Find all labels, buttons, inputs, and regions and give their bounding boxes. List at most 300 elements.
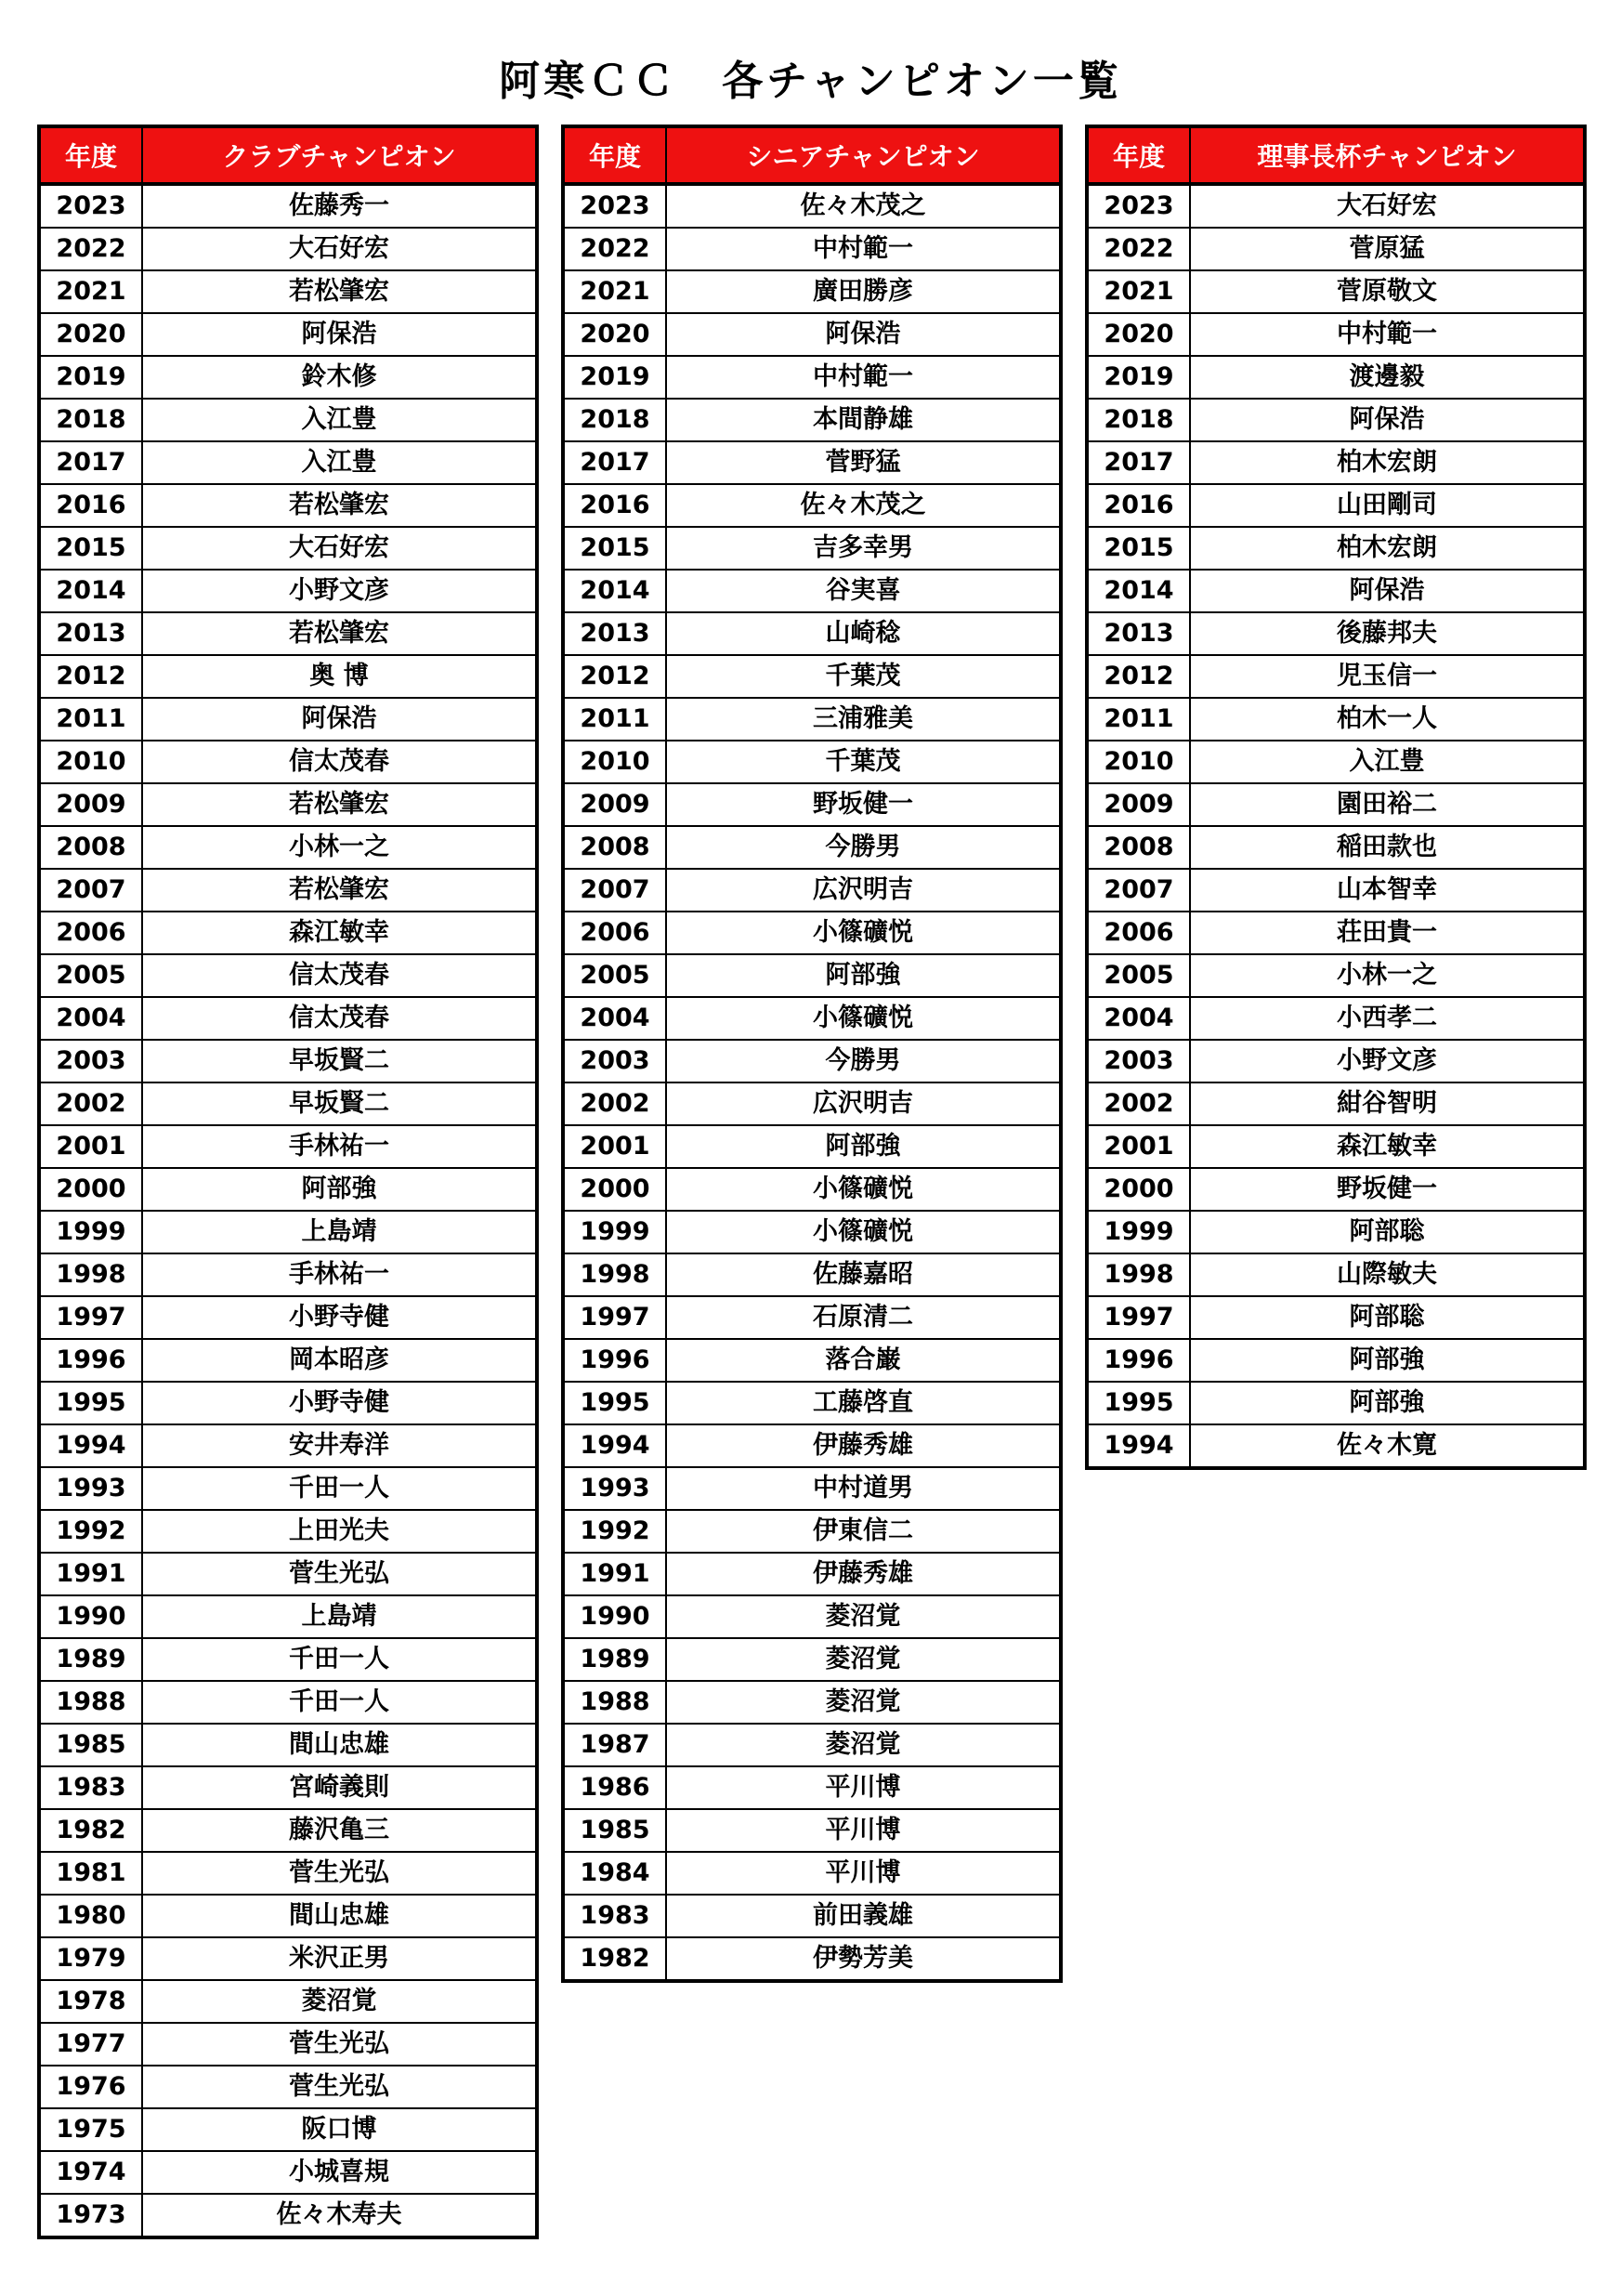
table-row <box>563 1467 1061 1510</box>
year-cell: 2023 <box>1087 184 1190 228</box>
champion-name-cell: 山際敏夫 <box>1190 1253 1585 1296</box>
year-cell: 2013 <box>563 612 666 655</box>
year-cell: 2008 <box>39 826 142 869</box>
table-row <box>563 184 1061 228</box>
year-cell: 2000 <box>39 1168 142 1211</box>
champion-name-cell: 広沢明吉 <box>666 869 1061 912</box>
year-cell: 2019 <box>1087 356 1190 399</box>
year-cell: 2003 <box>39 1040 142 1082</box>
champion-name-cell: 阿保浩 <box>142 698 537 741</box>
champion-name-cell: 佐々木寛 <box>1337 1431 1437 1460</box>
year-cell: 2002 <box>39 1082 142 1125</box>
champion-name-cell: 小野文彦 <box>1190 1040 1585 1082</box>
champion-name-cell: 菱沼覚 <box>666 1595 1061 1638</box>
champion-name-cell: 山崎稔 <box>666 612 1061 655</box>
table-row <box>563 1937 1061 1981</box>
year-cell: 1974 <box>39 2151 142 2194</box>
table-row <box>1087 612 1585 655</box>
champion-name-cell: 入江豊 <box>142 399 537 441</box>
year-cell: 2007 <box>563 869 666 912</box>
champion-name-cell: 千葉茂 <box>666 655 1061 698</box>
year-cell: 1985 <box>563 1809 666 1852</box>
table-row <box>39 356 537 399</box>
table-row <box>563 1211 1061 1253</box>
year-cell: 2001 <box>39 1125 142 1168</box>
table-row <box>39 869 537 912</box>
table-row <box>39 655 537 698</box>
table-row <box>563 484 1061 527</box>
champion-name-cell: 入江豊 <box>1190 741 1585 783</box>
year-cell: 2009 <box>1087 783 1190 826</box>
champion-name-cell: 鈴木修 <box>142 356 537 399</box>
table-row <box>563 228 1061 270</box>
champion-name-cell: 小林一之 <box>1190 954 1585 997</box>
year-cell: 2013 <box>39 612 142 655</box>
table-row <box>563 698 1061 741</box>
champion-name-cell: 手林祐一 <box>142 1125 537 1168</box>
year-cell: 2008 <box>1087 826 1190 869</box>
year-cell: 2005 <box>39 954 142 997</box>
champion-name-cell: 阿保浩 <box>142 313 537 356</box>
table-row <box>39 1937 537 1980</box>
champion-name-cell: 佐々木寿夫 <box>276 2200 402 2229</box>
champion-name-cell: 森江敏幸 <box>142 912 537 954</box>
champion-name-cell: 本間静雄 <box>666 399 1061 441</box>
table-row <box>563 912 1061 954</box>
table-row <box>1087 228 1585 270</box>
table-row <box>39 612 537 655</box>
champion-name-cell: 小篠礦悦 <box>666 912 1061 954</box>
year-cell: 2014 <box>39 570 142 612</box>
year-cell: 2009 <box>563 783 666 826</box>
table-row <box>1087 997 1585 1040</box>
table-row <box>39 441 537 484</box>
champion-name-cell: 信太茂春 <box>142 954 537 997</box>
table-header-row <box>1087 126 1585 184</box>
champion-name-cell: 紺谷智明 <box>1190 1082 1585 1125</box>
year-cell: 1999 <box>563 1211 666 1253</box>
year-cell: 2006 <box>563 912 666 954</box>
table-row <box>39 997 537 1040</box>
champion-name-cell: 手林祐一 <box>142 1253 537 1296</box>
year-cell: 2005 <box>1087 954 1190 997</box>
champion-name-cell: 上田光夫 <box>142 1510 537 1553</box>
year-cell: 2014 <box>563 570 666 612</box>
year-cell: 1982 <box>563 1937 666 1981</box>
table-row <box>563 1339 1061 1382</box>
table-row <box>1087 270 1585 313</box>
champion-name-cell: 千葉茂 <box>666 741 1061 783</box>
champion-name-cell: 菱沼覚 <box>666 1724 1061 1766</box>
table-row <box>563 954 1061 997</box>
champion-name-cell: 小城喜規 <box>142 2151 537 2194</box>
table-row <box>39 1082 537 1125</box>
champion-name-cell: 廣田勝彦 <box>666 270 1061 313</box>
table-row <box>39 741 537 783</box>
chairman-cup-champion-column-header: 理事長杯チャンピオン <box>1190 126 1585 184</box>
table-row <box>39 1467 537 1510</box>
year-cell: 1976 <box>39 2066 142 2108</box>
year-cell: 1979 <box>39 1937 142 1980</box>
year-cell: 2002 <box>563 1082 666 1125</box>
champion-name-cell: 間山忠雄 <box>142 1724 537 1766</box>
year-cell: 2020 <box>1087 313 1190 356</box>
year-cell: 2022 <box>563 228 666 270</box>
champion-name-cell: 中村範一 <box>666 356 1061 399</box>
champion-name-cell: 山本智幸 <box>1190 869 1585 912</box>
year-cell: 2021 <box>1087 270 1190 313</box>
table-row <box>39 2066 537 2108</box>
table-row <box>1087 1211 1585 1253</box>
table-row <box>563 826 1061 869</box>
champion-name-cell: 荘田貴一 <box>1190 912 1585 954</box>
table-row <box>563 527 1061 570</box>
table-row <box>39 1510 537 1553</box>
year-cell: 2010 <box>563 741 666 783</box>
champion-name-cell: 若松肇宏 <box>142 869 537 912</box>
champion-name-cell: 若松肇宏 <box>142 783 537 826</box>
year-cell: 2009 <box>39 783 142 826</box>
club-champion-table <box>37 125 539 2239</box>
year-cell: 1995 <box>1087 1382 1190 1424</box>
champion-name-cell: 菅生光弘 <box>142 2023 537 2066</box>
champion-name-cell: 若松肇宏 <box>142 484 537 527</box>
champion-name-cell: 工藤啓直 <box>666 1382 1061 1424</box>
year-cell: 1983 <box>563 1895 666 1937</box>
year-cell: 2007 <box>1087 869 1190 912</box>
year-cell: 2018 <box>563 399 666 441</box>
champion-name-cell: 阿部強 <box>666 954 1061 997</box>
year-cell: 2003 <box>563 1040 666 1082</box>
table-row <box>39 527 537 570</box>
year-cell: 1999 <box>39 1211 142 1253</box>
year-cell: 2006 <box>39 912 142 954</box>
year-cell: 1990 <box>39 1595 142 1638</box>
champion-name-cell: 平川博 <box>666 1809 1061 1852</box>
table-row <box>39 570 537 612</box>
year-cell: 1977 <box>39 2023 142 2066</box>
table-row <box>39 783 537 826</box>
champion-name-cell: 佐々木茂之 <box>666 184 1061 228</box>
year-cell: 2021 <box>563 270 666 313</box>
table-row <box>563 570 1061 612</box>
table-row <box>563 783 1061 826</box>
champion-name-cell: 菅野猛 <box>666 441 1061 484</box>
year-cell: 2007 <box>39 869 142 912</box>
year-cell: 2012 <box>563 655 666 698</box>
champion-name-cell: 佐々木茂之 <box>666 484 1061 527</box>
champion-name-cell: 小篠礦悦 <box>666 997 1061 1040</box>
year-cell: 1985 <box>39 1724 142 1766</box>
champion-name-cell: 森江敏幸 <box>1190 1125 1585 1168</box>
champion-name-cell: 今勝男 <box>666 1040 1061 1082</box>
table-row <box>1087 783 1585 826</box>
champion-name-cell: 小野寺健 <box>142 1296 537 1339</box>
table-row <box>563 441 1061 484</box>
champion-name-cell: 小西孝二 <box>1190 997 1585 1040</box>
table-row <box>563 869 1061 912</box>
year-cell: 2017 <box>39 441 142 484</box>
table-row <box>563 1766 1061 1809</box>
table-row <box>1087 698 1585 741</box>
champion-name-cell: 阪口博 <box>142 2108 537 2151</box>
year-cell: 2012 <box>1087 655 1190 698</box>
champion-name-cell: 佐藤秀一 <box>142 184 537 228</box>
champion-name-cell: 吉多幸男 <box>666 527 1061 570</box>
table-row <box>39 698 537 741</box>
year-cell: 1981 <box>39 1852 142 1895</box>
champion-name-cell: 菅生光弘 <box>142 2066 537 2108</box>
table-row <box>39 1724 537 1766</box>
table-row <box>39 1852 537 1895</box>
table-row <box>563 1040 1061 1082</box>
table-row <box>563 1082 1061 1125</box>
year-cell: 2004 <box>1087 997 1190 1040</box>
champion-name-cell: 千田一人 <box>142 1638 537 1681</box>
table-row <box>39 826 537 869</box>
year-cell: 2020 <box>563 313 666 356</box>
year-column-header: 年度 <box>1087 126 1190 184</box>
champion-name-cell: 阿部強 <box>666 1125 1061 1168</box>
table-row <box>563 313 1061 356</box>
year-cell: 1992 <box>563 1510 666 1553</box>
table-row <box>39 2023 537 2066</box>
table-row <box>39 2151 537 2194</box>
table-row <box>39 1168 537 1211</box>
champion-name-cell: 菱沼覚 <box>666 1638 1061 1681</box>
champion-name-cell: 若松肇宏 <box>142 612 537 655</box>
year-cell: 1989 <box>563 1638 666 1681</box>
year-cell: 2011 <box>563 698 666 741</box>
year-cell: 2002 <box>1087 1082 1190 1125</box>
champion-name-cell: 上島靖 <box>142 1211 537 1253</box>
year-cell: 1980 <box>39 1895 142 1937</box>
champion-name-cell: 野坂健一 <box>1190 1168 1585 1211</box>
champion-name-cell: 小篠礦悦 <box>666 1168 1061 1211</box>
year-cell: 2018 <box>1087 399 1190 441</box>
table-row <box>1087 912 1585 954</box>
table-row <box>1087 1082 1585 1125</box>
champion-name-cell: 伊勢芳美 <box>813 1944 913 1973</box>
table-row <box>39 1125 537 1168</box>
table-row <box>1087 741 1585 783</box>
year-cell: 2019 <box>39 356 142 399</box>
champion-name-cell: 平川博 <box>666 1852 1061 1895</box>
champion-name-cell: 阿部強 <box>142 1168 537 1211</box>
champion-name-cell: 入江豊 <box>142 441 537 484</box>
champion-name-cell: 伊藤秀雄 <box>666 1424 1061 1467</box>
champion-name-cell: 中村範一 <box>666 228 1061 270</box>
year-cell: 2020 <box>39 313 142 356</box>
champion-name-cell: 中村範一 <box>1190 313 1585 356</box>
table-row <box>39 954 537 997</box>
table-row <box>563 997 1061 1040</box>
champion-name-cell: 小林一之 <box>142 826 537 869</box>
champion-name-cell: 前田義雄 <box>666 1895 1061 1937</box>
champion-name-cell: 阿保浩 <box>1190 570 1585 612</box>
year-cell: 2016 <box>563 484 666 527</box>
year-cell: 1995 <box>563 1382 666 1424</box>
champion-name-cell: 米沢正男 <box>142 1937 537 1980</box>
year-cell: 1994 <box>39 1424 142 1467</box>
year-cell: 1978 <box>39 1980 142 2023</box>
champion-name-cell: 若松肇宏 <box>142 270 537 313</box>
champion-name-cell: 阿部強 <box>1190 1382 1585 1424</box>
table-row <box>1087 1040 1585 1082</box>
year-cell: 2004 <box>39 997 142 1040</box>
year-cell: 1999 <box>1087 1211 1190 1253</box>
year-cell: 2001 <box>1087 1125 1190 1168</box>
table-row <box>1087 399 1585 441</box>
table-row <box>39 1766 537 1809</box>
champion-name-cell: 佐藤嘉昭 <box>666 1253 1061 1296</box>
table-row <box>39 1681 537 1724</box>
champion-name-cell: 石原清二 <box>666 1296 1061 1339</box>
year-cell: 1996 <box>1087 1339 1190 1382</box>
table-row <box>1087 869 1585 912</box>
year-cell: 2011 <box>1087 698 1190 741</box>
table-row <box>39 1382 537 1424</box>
year-cell: 2006 <box>1087 912 1190 954</box>
table-row <box>563 1125 1061 1168</box>
table-row <box>1087 1424 1585 1468</box>
table-row <box>1087 954 1585 997</box>
table-header-row <box>563 126 1061 184</box>
year-cell: 1993 <box>563 1467 666 1510</box>
table-row <box>563 270 1061 313</box>
table-row <box>39 2108 537 2151</box>
table-row <box>563 1424 1061 1467</box>
year-cell: 2004 <box>563 997 666 1040</box>
table-row <box>39 270 537 313</box>
year-cell: 2022 <box>1087 228 1190 270</box>
champion-name-cell: 平川博 <box>666 1766 1061 1809</box>
year-cell: 1992 <box>39 1510 142 1553</box>
table-row <box>563 655 1061 698</box>
table-row <box>563 1382 1061 1424</box>
year-cell: 1993 <box>39 1467 142 1510</box>
champion-name-cell: 宮崎義則 <box>142 1766 537 1809</box>
champion-name-cell: 今勝男 <box>666 826 1061 869</box>
table-row <box>39 1595 537 1638</box>
table-row <box>563 1852 1061 1895</box>
table-row <box>1087 356 1585 399</box>
table-row <box>1087 1339 1585 1382</box>
year-cell: 1987 <box>563 1724 666 1766</box>
table-row <box>1087 441 1585 484</box>
year-cell: 1988 <box>39 1681 142 1724</box>
table-row <box>39 1211 537 1253</box>
table-row <box>563 356 1061 399</box>
table-row <box>39 1553 537 1595</box>
table-row <box>1087 1296 1585 1339</box>
table-row <box>39 184 537 228</box>
table-row <box>563 612 1061 655</box>
champion-name-cell: 菅生光弘 <box>142 1553 537 1595</box>
champion-name-cell: 後藤邦夫 <box>1190 612 1585 655</box>
champion-name-cell: 野坂健一 <box>666 783 1061 826</box>
table-row <box>39 313 537 356</box>
table-row <box>1087 570 1585 612</box>
champion-name-cell: 阿部聡 <box>1190 1211 1585 1253</box>
year-cell: 2018 <box>39 399 142 441</box>
champion-name-cell: 伊藤秀雄 <box>666 1553 1061 1595</box>
year-cell: 2000 <box>563 1168 666 1211</box>
year-cell: 1997 <box>563 1296 666 1339</box>
champion-name-cell: 千田一人 <box>142 1681 537 1724</box>
year-cell: 2013 <box>1087 612 1190 655</box>
table-row <box>563 1510 1061 1553</box>
champion-name-cell: 信太茂春 <box>142 997 537 1040</box>
champion-name-cell: 谷実喜 <box>666 570 1061 612</box>
year-cell: 1996 <box>563 1339 666 1382</box>
table-row <box>1087 655 1585 698</box>
table-row <box>39 1296 537 1339</box>
table-row <box>563 1809 1061 1852</box>
champion-name-cell: 千田一人 <box>142 1467 537 1510</box>
champion-name-cell: 広沢明吉 <box>666 1082 1061 1125</box>
year-cell: 2016 <box>39 484 142 527</box>
champion-name-cell: 小野文彦 <box>142 570 537 612</box>
champion-name-cell: 渡邊毅 <box>1190 356 1585 399</box>
champion-name-cell: 柏木宏朗 <box>1190 527 1585 570</box>
table-row <box>563 1296 1061 1339</box>
senior-champion-column-header: シニアチャンピオン <box>666 126 1061 184</box>
year-cell: 1984 <box>563 1852 666 1895</box>
table-row <box>39 399 537 441</box>
table-row <box>39 1339 537 1382</box>
year-cell: 2019 <box>563 356 666 399</box>
champion-name-cell: 阿保浩 <box>666 313 1061 356</box>
year-cell: 2008 <box>563 826 666 869</box>
table-row <box>1087 313 1585 356</box>
champion-name-cell: 大石好宏 <box>1190 184 1585 228</box>
club-champion-column-header: クラブチャンピオン <box>142 126 537 184</box>
table-row <box>1087 826 1585 869</box>
year-cell: 2012 <box>39 655 142 698</box>
champion-name-cell: 柏木一人 <box>1190 698 1585 741</box>
table-row <box>39 912 537 954</box>
table-row <box>39 1980 537 2023</box>
table-row <box>1087 527 1585 570</box>
year-cell: 1998 <box>39 1253 142 1296</box>
table-row <box>39 1040 537 1082</box>
table-header-row <box>39 126 537 184</box>
year-cell: 1997 <box>39 1296 142 1339</box>
table-row <box>563 1253 1061 1296</box>
champion-name-cell: 中村道男 <box>666 1467 1061 1510</box>
champion-name-cell: 菅原猛 <box>1190 228 1585 270</box>
champion-name-cell: 菅原敬文 <box>1190 270 1585 313</box>
champion-name-cell: 小篠礦悦 <box>666 1211 1061 1253</box>
champion-name-cell: 三浦雅美 <box>666 698 1061 741</box>
year-cell: 1997 <box>1087 1296 1190 1339</box>
year-cell: 2016 <box>1087 484 1190 527</box>
champion-name-cell: 大石好宏 <box>142 527 537 570</box>
table-row <box>563 741 1061 783</box>
year-cell: 1995 <box>39 1382 142 1424</box>
champion-name-cell: 上島靖 <box>142 1595 537 1638</box>
table-row <box>39 1253 537 1296</box>
table-row <box>1087 484 1585 527</box>
champion-name-cell: 奥 博 <box>142 655 537 698</box>
champion-name-cell: 早坂賢二 <box>142 1082 537 1125</box>
champion-name-cell: 落合巌 <box>666 1339 1061 1382</box>
champion-name-cell: 柏木宏朗 <box>1190 441 1585 484</box>
year-cell: 2023 <box>39 184 142 228</box>
champion-name-cell: 阿部強 <box>1190 1339 1585 1382</box>
year-cell: 2015 <box>563 527 666 570</box>
